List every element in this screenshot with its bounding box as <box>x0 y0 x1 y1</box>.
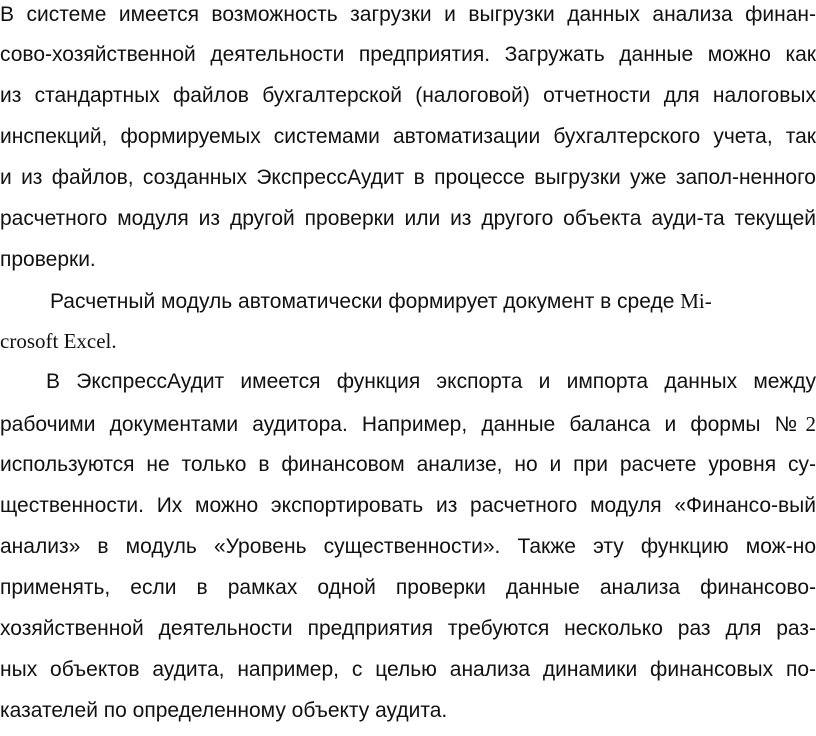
paragraph-2-line-1 <box>50 286 790 316</box>
paragraph-3-line-2-number: 2 <box>805 412 816 436</box>
paragraph-1-line-5: и из файлов, созданных ЭкспрессАудит в процессе выгрузки уже запол-ненного <box>0 166 816 189</box>
paragraph-1-line-6: расчетного модуля из другой проверки или из другого объекта ауди-та текущей <box>0 207 816 230</box>
paragraph-3-line-7: хозяйственной деятельности предприятия требуются несколько раз для раз- <box>0 617 816 640</box>
paragraph-1-line-3: из стандартных файлов бухгалтерской (налоговой) отчетности для налоговых <box>0 84 816 107</box>
paragraph-3-line-9: казателей по определенному объекту аудита. <box>0 699 448 722</box>
paragraph-2-line-2: crosoft Excel. <box>0 329 117 353</box>
paragraph-2-line-1-tail: Mi- <box>680 289 712 313</box>
paragraph-3-line-8: ных объектов аудита, например, с целью анализа динамики финансовых по- <box>0 658 816 681</box>
paragraph-3-line-3: используются не только в финансовом анализе, но и при расчете уровня су- <box>0 453 816 476</box>
paragraph-3-line-6: применять, если в рамках одной проверки данные анализа финансово- <box>0 576 816 599</box>
paragraph-1-line-7: проверки. <box>0 248 96 271</box>
paragraph-2-line-1-text: Расчетный модуль автоматически формирует документ в среде <box>50 290 681 313</box>
paragraph-3-line-4: щественности. Их можно экспортировать из расчетного модуля «Финансо-вый <box>0 494 816 517</box>
paragraph-1-line-2: сово-хозяйственной деятельности предприятия. Загружать данные можно как <box>0 43 816 66</box>
paragraph-3-line-5: анализ» в модуль «Уровень существенности». Также эту функцию мож-но <box>0 535 816 558</box>
paragraph-1-line-1: В системе имеется возможность загрузки и выгрузки данных анализа финан- <box>0 3 816 26</box>
paragraph-3-line-2 <box>0 409 816 439</box>
paragraph-1-line-4: инспекций, формируемых системами автоматизации бухгалтерского учета, так <box>0 125 816 148</box>
paragraph-3-line-1: В ЭкспрессАудит имеется функция экспорта и импорта данных между <box>46 370 816 393</box>
paragraph-3-line-2-text: рабочими документами аудитора. Например, данные баланса и формы № <box>0 413 806 436</box>
